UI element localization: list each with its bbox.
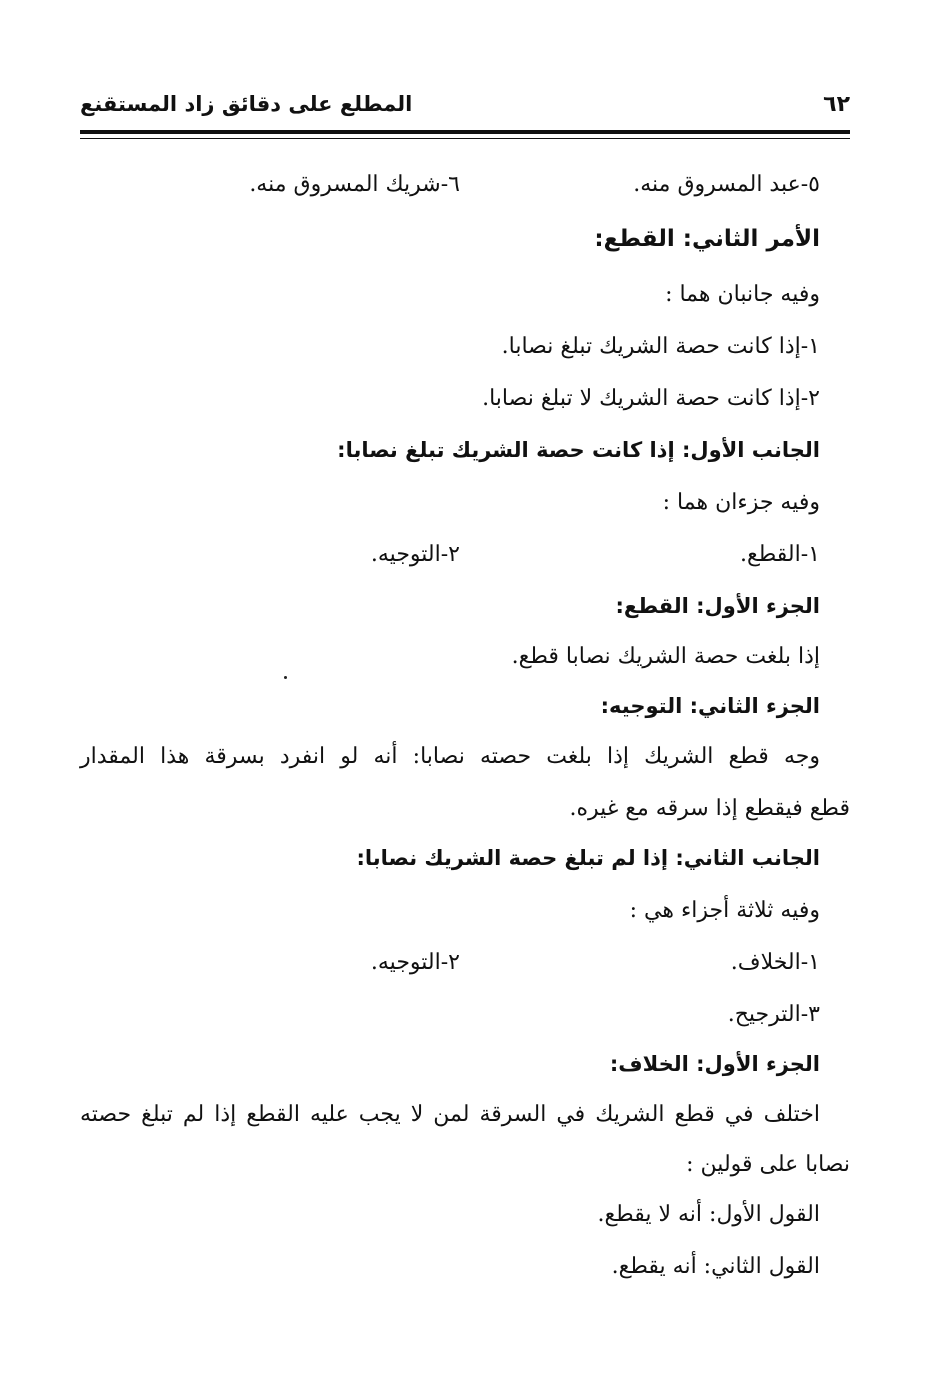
paragraph-first-opinion: القول الأول: أنه لا يقطع. [597,1202,820,1227]
paragraph-reasoning-line-1: وجه قطع الشريك إذا بلغت حصته نصابا: أنه لو انفرد بسرقة هذا المقدار [80,744,820,769]
list-item-part-2: ٢-التوجيه. [370,542,460,567]
list-item-part-1: ١-القطع. [740,542,820,567]
page-number: ٦٢ [823,92,850,117]
header-rule-thick [80,130,850,134]
heading-second-aspect: الجانب الثاني: إذا لم تبلغ حصة الشريك نصابا: [356,846,820,870]
list-item-5: ٥-عبد المسروق منه. [633,172,820,197]
header-rule-thin [80,138,850,139]
paragraph-dispute-line-2: نصابا على قولين : [686,1152,850,1177]
paragraph-second-opinion: القول الثاني: أنه يقطع. [611,1254,820,1279]
paragraph-two-parts: وفيه جزءان هما : [662,490,820,515]
heading-first-aspect: الجانب الأول: إذا كانت حصة الشريك تبلغ نصابا: [337,438,820,462]
list-item-6: ٦-شريك المسروق منه. [249,172,460,197]
paragraph-dispute-line-1: اختلف في قطع الشريك في السرقة لمن لا يجب عليه القطع إذا لم تبلغ حصته [80,1102,820,1127]
heading-part-two-reasoning: الجزء الثاني: التوجيه: [600,694,820,718]
running-title: المطلع على دقائق زاد المستقنع [80,92,413,116]
list-item-aspect-2: ٢-إذا كانت حصة الشريك لا تبلغ نصابا. [482,386,820,411]
list-item-preference: ٣-الترجيح. [727,1002,820,1027]
paragraph-three-parts: وفيه ثلاثة أجزاء هي : [629,898,820,923]
stray-dot [284,676,287,679]
heading-second-matter: الأمر الثاني: القطع: [594,226,820,252]
list-item-aspect-1: ١-إذا كانت حصة الشريك تبلغ نصابا. [501,334,820,359]
heading-part-one-dispute: الجزء الأول: الخلاف: [609,1052,820,1076]
page-header [80,92,850,126]
heading-part-one-cutting: الجزء الأول: القطع: [615,594,820,618]
paragraph-two-aspects: وفيه جانبان هما : [665,282,820,307]
paragraph-if-reached: إذا بلغت حصة الشريك نصابا قطع. [511,644,820,669]
list-item-dispute: ١-الخلاف. [730,950,820,975]
paragraph-reasoning-line-2: قطع فيقطع إذا سرقه مع غيره. [569,796,850,821]
list-item-reasoning: ٢-التوجيه. [370,950,460,975]
